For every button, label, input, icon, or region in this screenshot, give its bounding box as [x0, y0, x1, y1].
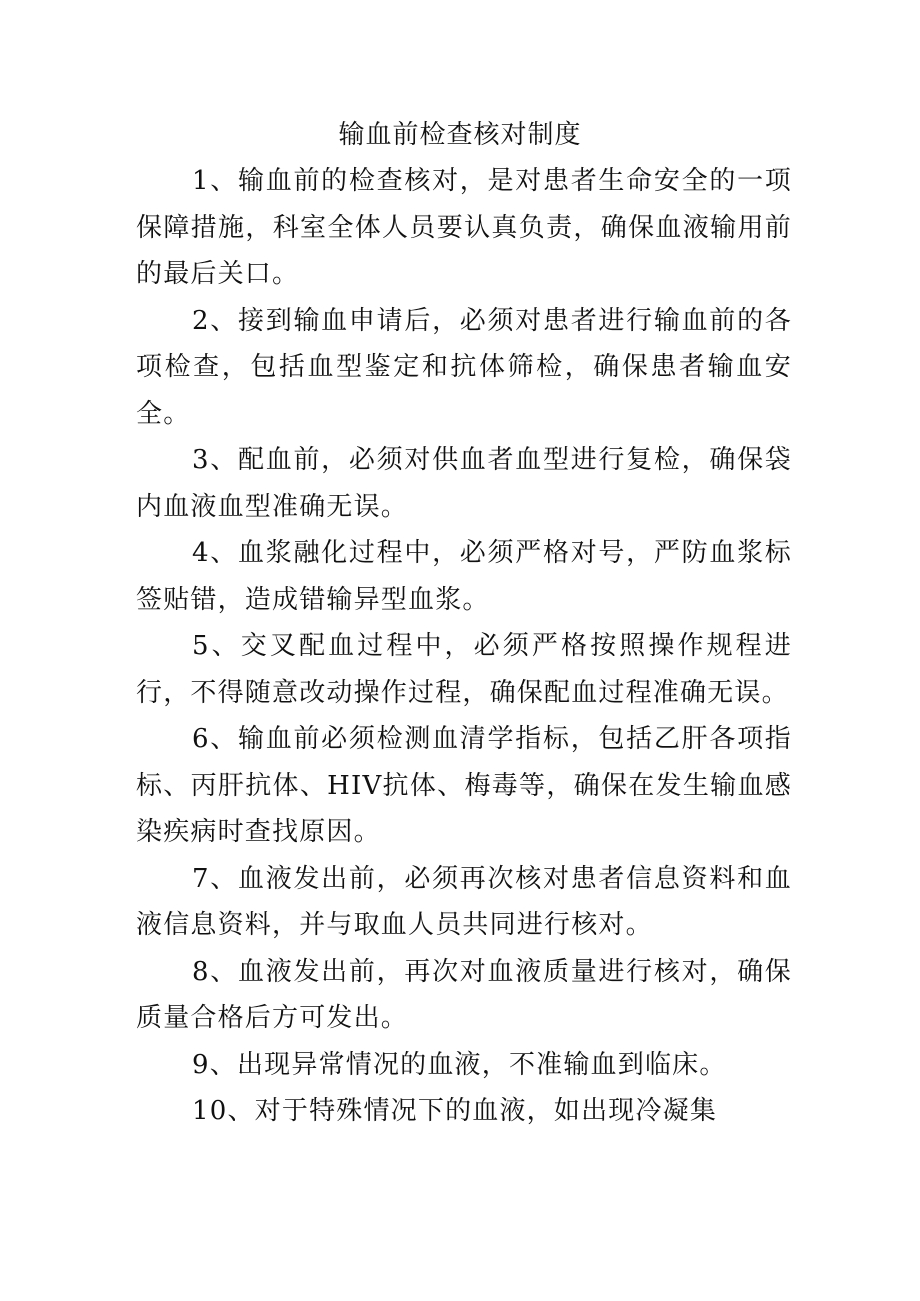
paragraph-4: 4、血浆融化过程中，必须严格对号，严防血浆标签贴错，造成错输异型血浆。: [136, 538, 792, 615]
paragraph-8: 8、血液发出前，再次对血液质量进行核对，确保质量合格后方可发出。: [136, 956, 792, 1033]
document-title: 输血前检查核对制度: [338, 120, 582, 150]
paragraph-5: 5、交叉配血过程中，必须严格按照操作规程进行，不得随意改动操作过程，确保配血过程准确无误。: [136, 631, 792, 708]
paragraph-1: 1、输血前的检查核对，是对患者生命安全的一项保障措施，科室全体人员要认真负责，确保血液输用前的最后关口。: [136, 166, 792, 289]
paragraph-2: 2、接到输血申请后，必须对患者进行输血前的各项检查，包括血型鉴定和抗体筛检，确保患者输血安全。: [136, 305, 792, 429]
paragraph-10: 10、对于特殊情况下的血液，如出现冷凝集: [192, 1096, 718, 1126]
paragraph-9: 9、出现异常情况的血液，不准输血到临床。: [192, 1049, 727, 1080]
paragraph-3: 3、配血前，必须对供血者血型进行复检，确保袋内血液血型准确无误。: [136, 445, 792, 522]
document-body: [136, 158, 792, 1135]
paragraph-6: 6、输血前必须检测血清学指标，包括乙肝各项指标、丙肝抗体、HIV抗体、梅毒等，确保在发生输血感染疾病时查找原因。: [136, 724, 792, 847]
paragraph-7: 7、血液发出前，必须再次核对患者信息资料和血液信息资料，并与取血人员共同进行核对。: [136, 863, 792, 940]
